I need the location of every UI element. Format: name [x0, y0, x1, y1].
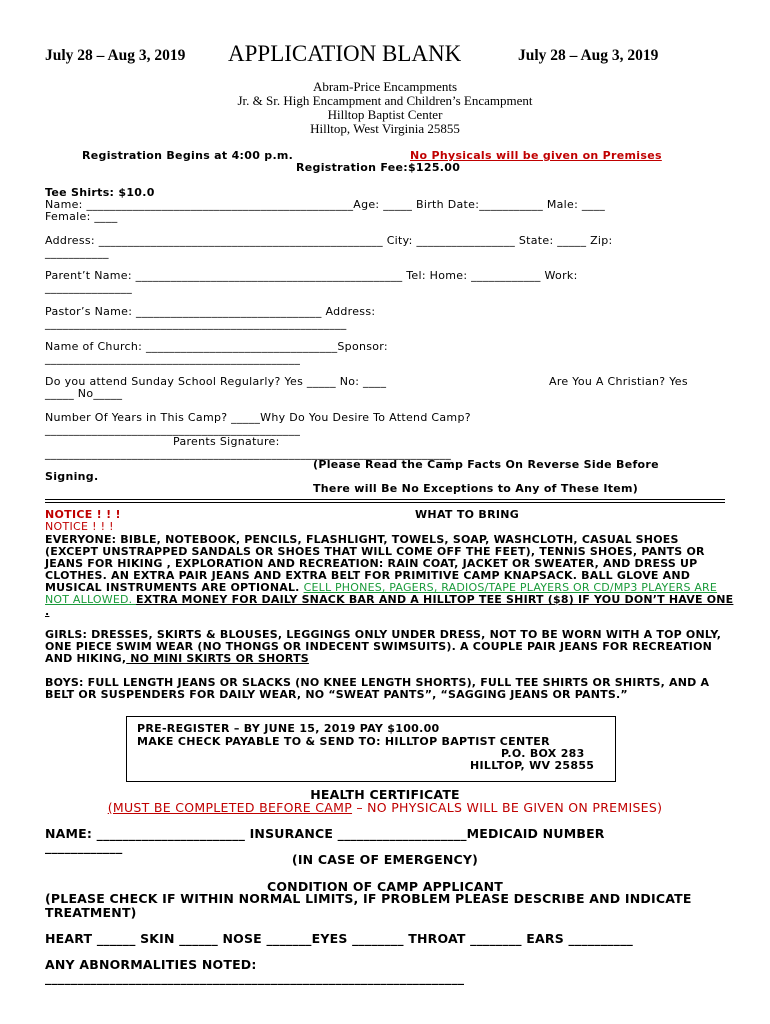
sunday-school-question[interactable]: Do you attend Sunday School Regularly? Yes _____ No: ____ [45, 375, 387, 388]
org-block [0, 80, 770, 136]
page-title: APPLICATION BLANK [228, 41, 462, 66]
read-facts-note: (Please Read the Camp Facts On Reverse Side Before [313, 458, 659, 471]
parent-name-row[interactable]: Parent’t Name: ______________________________________________ Tel: Home: ____________ Work: [45, 269, 578, 282]
girls-list [45, 629, 735, 665]
condition-heading: CONDITION OF CAMP APPLICANT [266, 879, 504, 894]
registration-begins: Registration Begins at 4:00 p.m. [82, 149, 294, 162]
zip-field[interactable]: ___________ [45, 246, 109, 259]
sponsor-field[interactable]: ____________________________________________ [45, 352, 301, 365]
pastor-address-field[interactable]: ____________________________________________________ [45, 317, 347, 330]
abnormalities-field[interactable]: _________________________________________________________________ [45, 970, 465, 985]
signature-field[interactable]: ______________________________________________________________________ [45, 447, 451, 460]
health-no-physicals: – NO PHYSICALS WILL BE GIVEN ON PREMISES) [352, 800, 663, 815]
boys-list [45, 677, 735, 701]
health-certificate-title: HEALTH CERTIFICATE [310, 787, 460, 802]
female-field[interactable]: Female: ____ [45, 210, 118, 223]
po-box: P.O. BOX 283 [501, 747, 585, 760]
desire-answer-field[interactable]: ____________________________________________ [45, 423, 301, 436]
registration-fee: Registration Fee:$125.00 [296, 161, 461, 174]
what-to-bring-heading: WHAT TO BRING [415, 508, 520, 521]
date-right: July 28 – Aug 3, 2019 [518, 47, 659, 64]
must-complete-note: (MUST BE COMPLETED BEFORE CAMP [107, 800, 353, 815]
everyone-text: EVERYONE: BIBLE, NOTEBOOK, PENCILS, FLASHLIGHT, TOWELS, SOAP, WASHCLOTH, CASUAL SHOES (EXCEPT UNSTRAPPED SANDALS OR SHOES THAT WILL COME OFF THE FEET), TENNIS SHOES, PANTS OR JEANS FOR HIKING , EXPLORATION AND RECREATION: RAIN COAT, JACKET OR SWEATER, AND DRESS UP CLOTHES. AN EXTRA PAIR JEANS AND EXTRA BELT FOR PRIMITIVE CAMP KNAPSACK. BALL GLOVE AND MUSICAL INSTRUMENTS ARE OPTIONAL. [45, 533, 705, 594]
boys-text: BOYS: FULL LENGTH JEANS OR SLACKS (NO KNEE LENGTH SHORTS), FULL TEE SHIRTS OR SHIRTS, AND A BELT OR SUSPENDERS FOR DAILY WEAR, NO “SWEAT PANTS”, “SAGGING JEANS OR PANTS.” [45, 676, 710, 701]
emergency-note: (IN CASE OF EMERGENCY) [291, 852, 479, 867]
no-exceptions-note: There will Be No Exceptions to Any of These Item) [313, 482, 639, 495]
medicaid-number-field[interactable]: ____________ [45, 839, 123, 854]
parents-signature-label: Parents Signature: [173, 435, 280, 448]
preregister-box [126, 716, 616, 782]
girls-text: GIRLS: DRESSES, SKIRTS & BLOUSES, LEGGINGS ONLY UNDER DRESS, NOT TO BE WORN WITH A TOP ONLY, ONE PIECE SWIM WEAR (NO THONGS OR INDECENT SWIMSUITS). A COUPLE PAIR JEANS FOR RECREATION AND HIKING, [45, 628, 722, 665]
divider [45, 502, 725, 503]
org-line: Abram-Price Encampments [312, 79, 458, 94]
org-line: Jr. & Sr. High Encampment and Children’s Encampment [237, 93, 533, 108]
no-mini-skirts-note: NO MINI SKIRTS OR SHORTS [126, 652, 309, 665]
name-age-birth-row[interactable]: Name: ______________________________________________Age: _____ Birth Date:___________ Male: ____ [45, 198, 606, 211]
city-state-zip: HILLTOP, WV 25855 [470, 759, 595, 772]
org-line: Hilltop Baptist Center [327, 107, 443, 122]
preregister-deadline: PRE-REGISTER – BY JUNE 15, 2019 PAY $100.00 [137, 722, 440, 735]
pastor-name-row[interactable]: Pastor’s Name: ________________________________ Address: [45, 305, 376, 318]
cell-phones-rule: CELL PHONES, PAGERS, RADIOS/TAPE PLAYERS OR CD/MP3 PLAYERS ARE NOT ALLOWED. [45, 581, 718, 606]
tee-shirts-price: Tee Shirts: $10.0 [45, 186, 155, 199]
work-phone-field[interactable]: _______________ [45, 281, 132, 294]
notice-heading: NOTICE ! ! ! [45, 508, 121, 521]
org-line: Hilltop, West Virginia 25855 [310, 121, 460, 136]
health-instructions [0, 800, 770, 815]
everyone-list [45, 534, 735, 618]
church-row[interactable]: Name of Church: _________________________________Sponsor: [45, 340, 388, 353]
signing-note: Signing. [45, 470, 99, 483]
extra-money-note: EXTRA MONEY FOR DAILY SNACK BAR AND A HILLTOP TEE SHIRT ($8) IF YOU DON’T HAVE ONE . [45, 593, 734, 618]
payable-to: MAKE CHECK PAYABLE TO & SEND TO: HILLTOP BAPTIST CENTER [137, 735, 550, 748]
divider [45, 499, 725, 500]
please-check-instructions: (PLEASE CHECK IF WITHIN NORMAL LIMITS, IF PROBLEM PLEASE DESCRIBE AND INDICATE TREATMENT) [45, 891, 692, 920]
years-in-camp-row[interactable]: Number Of Years in This Camp? _____Why Do You Desire To Attend Camp? [45, 411, 471, 424]
no-physicals-notice: No Physicals will be given on Premises [410, 149, 662, 162]
address-row[interactable]: Address: _________________________________________________ City: _________________ State: _____ Zip: [45, 234, 613, 247]
notice-heading-repeat: NOTICE ! ! ! [45, 520, 114, 533]
health-name-row[interactable]: NAME: _______________________ INSURANCE ____________________MEDICAID NUMBER [45, 826, 605, 841]
date-left: July 28 – Aug 3, 2019 [45, 47, 186, 64]
christian-answer-field[interactable]: _____ No_____ [45, 387, 123, 400]
abnormalities-label: ANY ABNORMALITIES NOTED: [45, 957, 257, 972]
body-check-row[interactable]: HEART ______ SKIN ______ NOSE _______EYES ________ THROAT ________ EARS __________ [45, 931, 633, 946]
christian-question[interactable]: Are You A Christian? Yes [549, 375, 688, 388]
